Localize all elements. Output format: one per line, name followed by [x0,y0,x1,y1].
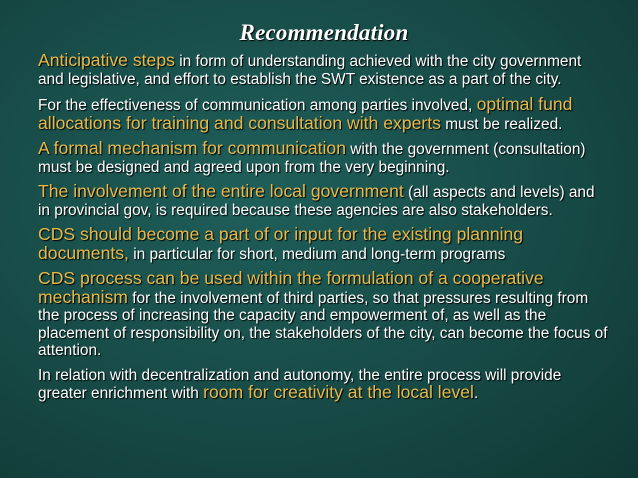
highlight-text: Anticipative steps [38,50,175,70]
body-text: in particular for short, medium and long-term programs [128,245,506,263]
body-text: with the government (consultation) must be designed and agreed upon from the very beginning. [38,141,586,176]
paragraph-anticipative-steps [38,52,610,88]
paragraph-communication-effectiveness [38,96,610,133]
paragraph-local-government [38,183,610,219]
highlight-text: room for creativity at the local level [203,382,474,402]
body-text: For the effectiveness of communication among parties involved, [38,97,477,114]
body-text: In relation with decentralization and autonomy, the entire process will provide greater enrichment with [38,366,562,402]
paragraph-formal-mechanism [38,140,610,176]
highlight-text: CDS process can be used within the formulation of a cooperative mechanism [38,268,544,307]
highlight-text: optimal fund allocations for training and consultation with experts [38,94,573,133]
highlight-text: A formal mechanism for communication [38,138,347,158]
highlight-text: The involvement of the entire local government [38,181,404,201]
body-text: (all aspects and levels) and in provincial gov, is required because these agencies are also stakeholders. [38,184,595,219]
body-text: . [473,385,479,402]
paragraph-cds-planning [38,226,610,263]
paragraph-cds-process [38,270,610,360]
body-text: must be realized. [440,115,563,133]
highlight-text: CDS should become a part of or input for the existing planning documents, [38,224,524,263]
body-text: in form of understanding achieved with the city government and legislative, and effort to establish the SWT existence as a part of the city. [38,53,582,88]
slide-title: Recommendation [239,20,409,45]
paragraph-decentralization [38,367,610,403]
body-text: for the involvement of third parties, so that pressures resulting from the process of increasing the capacity and empowerment of, as well as the placement of responsibility on, the stakeholders of the city, can become the focus of attention. [38,289,608,359]
